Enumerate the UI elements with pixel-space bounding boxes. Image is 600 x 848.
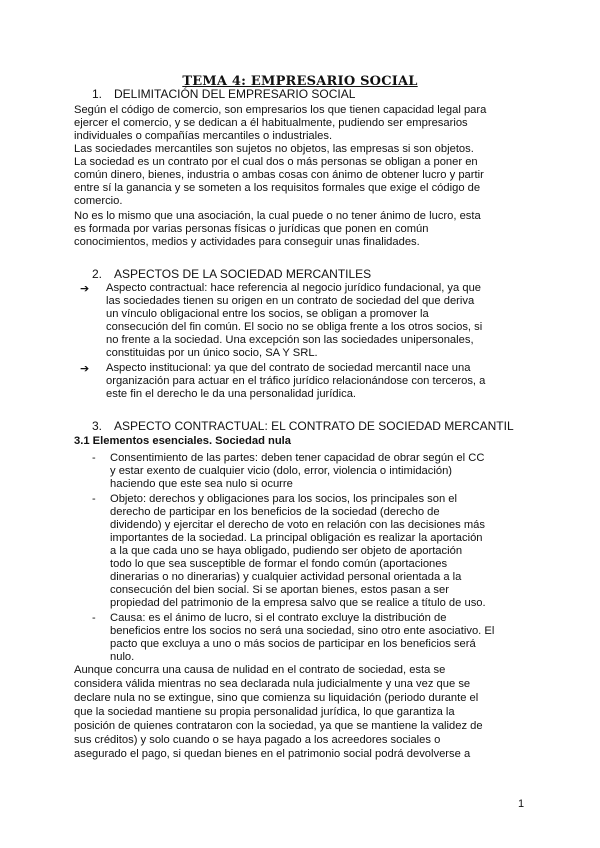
paragraph-line: Según el código de comercio, son empresarios los que tienen capacidad legal para bbox=[74, 104, 487, 116]
section-1-number: 1. bbox=[92, 87, 103, 101]
section-2-title: ASPECTOS DE LA SOCIEDAD MERCANTILES bbox=[114, 267, 372, 281]
list-line: y estar exento de cualquier vicio (dolo, error, violencia o intimidación) bbox=[110, 465, 453, 477]
paragraph-line: individuales o compañías mercantiles o industriales. bbox=[74, 130, 333, 142]
paragraph-line: que la sociedad mantiene su propia personalidad jurídica, lo que garantiza la bbox=[74, 706, 455, 718]
list-line: derecho de participar en los beneficios de la sociedad (derecho de bbox=[110, 506, 440, 518]
list-line: nulo. bbox=[110, 651, 135, 663]
section-3-title: ASPECTO CONTRACTUAL: EL CONTRATO DE SOCIEDAD MERCANTIL bbox=[114, 419, 514, 433]
arrow-bullet-icon: ➔ bbox=[80, 363, 90, 375]
section-1-title: DELIMITACIÓN DEL EMPRESARIO SOCIAL bbox=[114, 87, 356, 101]
bullet-line: Aspecto institucional: ya que del contrato de sociedad mercantil nace una bbox=[106, 362, 471, 374]
section-3-heading bbox=[92, 420, 514, 433]
dash-bullet-icon: - bbox=[92, 452, 96, 464]
list-line: pacto que excluya a uno o más socios de participar en los beneficios será bbox=[110, 638, 476, 650]
list-line: dinerarias o no dinerarias) y cualquier actividad personal orientada a la bbox=[110, 571, 462, 583]
paragraph-line: Aunque concurra una causa de nulidad en el contrato de sociedad, esta se bbox=[74, 664, 446, 676]
paragraph-line: común dinero, bienes, industria o ambas cosas con ánimo de obtener lucro y partir bbox=[74, 169, 484, 181]
paragraph-line: posición de quienes contrataron con la sociedad, ya que se mantiene la validez de bbox=[74, 720, 483, 732]
dash-bullet-icon: - bbox=[92, 493, 96, 505]
section-2-number: 2. bbox=[92, 267, 103, 281]
arrow-bullet-icon: ➔ bbox=[80, 283, 90, 295]
bullet-line: un vínculo obligacional entre los socios, se obligan a promover la bbox=[106, 308, 429, 320]
subsection-heading: 3.1 Elementos esenciales. Sociedad nula bbox=[74, 435, 292, 447]
paragraph-line: entre sí la ganancia y se someten a los requisitos formales que exige el código de bbox=[74, 182, 481, 194]
paragraph-line: comercio. bbox=[74, 195, 123, 207]
list-line: propiedad del patrimonio de la empresa salvo que se realice a título de uso. bbox=[110, 597, 486, 609]
bullet-line: Aspecto contractual: hace referencia al negocio jurídico fundacional, ya que bbox=[106, 282, 482, 294]
section-1-heading bbox=[92, 88, 355, 101]
list-line: Objeto: derechos y obligaciones para los socios, los principales son el bbox=[110, 493, 458, 505]
paragraph-line: Las sociedades mercantiles son sujetos no objetos, las empresas si son objetos. bbox=[74, 143, 474, 155]
document-title: TEMA 4: EMPRESARIO SOCIAL bbox=[182, 74, 418, 89]
section-2-heading bbox=[92, 268, 371, 281]
list-line: Causa: es el ánimo de lucro, si el contrato excluye la distribución de bbox=[110, 612, 447, 624]
list-line: a la que cada uno se haya obligado, pudiendo ser objeto de aportación bbox=[110, 545, 463, 557]
bullet-line: constituidas por un único socio, SA Y SRL. bbox=[106, 347, 318, 359]
list-line: importantes de la sociedad. La principal obligación es realizar la aportación bbox=[110, 532, 483, 544]
paragraph-line: considera válida mientras no sea declarada nula judicialmente y una vez que se bbox=[74, 678, 471, 690]
paragraph-line: La sociedad es un contrato por el cual dos o más personas se obligan a poner en bbox=[74, 156, 478, 168]
dash-bullet-icon: - bbox=[92, 612, 96, 624]
paragraph-line: es formada por varias personas físicas o jurídicas que ponen en común bbox=[74, 223, 429, 235]
paragraph-line: declare nula no se extingue, sino que comienza su liquidación (periodo durante el bbox=[74, 692, 479, 704]
section-3-number: 3. bbox=[92, 419, 103, 433]
list-line: haciendo que este sea nulo si ocurre bbox=[110, 478, 293, 490]
list-line: beneficios entre los socios no será una sociedad, sino otro ente asociativo. El bbox=[110, 625, 495, 637]
bullet-line: organización para actuar en el tráfico jurídico relacionándose con terceros, a bbox=[106, 375, 486, 387]
list-line: Consentimiento de las partes: deben tener capacidad de obrar según el CC bbox=[110, 452, 485, 464]
paragraph-line: asegurado el pago, si quedan bienes en el patrimonio social podrá devolverse a bbox=[74, 748, 471, 760]
paragraph-line: No es lo mismo que una asociación, la cual puede o no tener ánimo de lucro, esta bbox=[74, 210, 481, 222]
list-line: consecución del bien social. Si se aportan bienes, estos pasan a ser bbox=[110, 584, 449, 596]
bullet-line: consecución del fin común. El socio no se obliga frente a los otros socios, si bbox=[106, 321, 483, 333]
list-line: todo lo que sea susceptible de formar el fondo común (aportaciones bbox=[110, 558, 448, 570]
paragraph-line: ejercer el comercio, y se dedican a él habitualmente, pudiendo ser empresarios bbox=[74, 117, 468, 129]
bullet-line: las sociedades tienen su origen en un contrato de sociedad del que deriva bbox=[106, 295, 475, 307]
page-number: 1 bbox=[518, 798, 525, 810]
bullet-line: este fin el derecho le da una personalidad jurídica. bbox=[106, 388, 357, 400]
bullet-line: no frente a la sociedad. Una excepción son las sociedades unipersonales, bbox=[106, 334, 474, 346]
paragraph-line: sus créditos) y solo cuando o se haya pagado a los acreedores sociales o bbox=[74, 734, 441, 746]
paragraph-line: conocimientos, medios y actividades para conseguir unas finalidades. bbox=[74, 236, 420, 248]
list-line: dividendo) y ejercitar el derecho de voto en relación con las decisiones más bbox=[110, 519, 485, 531]
